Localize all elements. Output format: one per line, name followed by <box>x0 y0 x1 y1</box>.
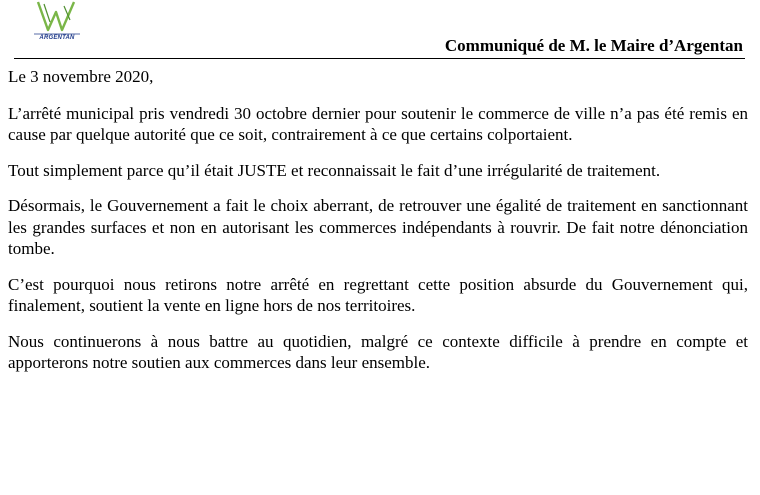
paragraph-5: Nous continuerons à nous battre au quotidien, malgré ce contexte difficile à prendre en compte et apporterons notre soutien aux commerces dans leur ensemble. <box>8 331 748 372</box>
paragraph-4: C’est pourquoi nous retirons notre arrêté en regrettant cette position absurde du Gouvernement qui, finalement, soutient la vente en ligne hors de nos territoires. <box>8 274 748 315</box>
logo-text: ARGENTAN <box>39 35 75 41</box>
communique-body <box>8 66 748 388</box>
paragraph-2: Tout simplement parce qu’il était JUSTE et reconnaissait le fait d’une irrégularité de traitement. <box>8 160 661 180</box>
page-header <box>0 0 760 60</box>
argentan-logo <box>32 0 82 48</box>
header-divider <box>14 58 745 59</box>
date-line: Le 3 novembre 2020, <box>8 67 154 86</box>
page-title: Communiqué de M. le Maire d’Argentan <box>444 36 743 55</box>
paragraph-3: Désormais, le Gouvernement a fait le choix aberrant, de retrouver une égalité de traitement en sanctionnant les grandes surfaces et non en autorisant les commerces indépendants à rouvrir. De fait notre dénonciation tombe. <box>8 196 748 258</box>
paragraph-1: L’arrêté municipal pris vendredi 30 octobre dernier pour soutenir le commerce de ville n’a pas été remis en cause par quelque autorité que ce soit, contrairement à ce que certains colportaient. <box>8 103 748 144</box>
